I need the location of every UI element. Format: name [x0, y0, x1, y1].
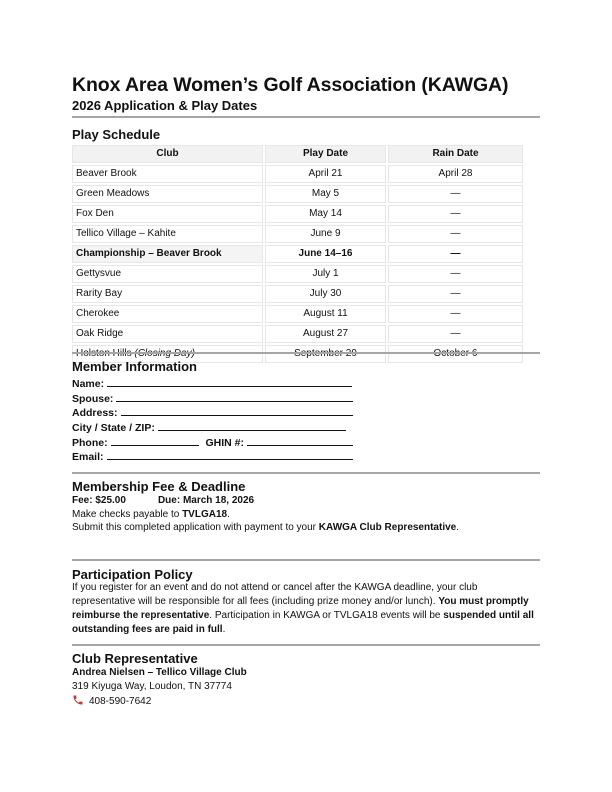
play-date-cell: April 21 [265, 165, 386, 183]
divider [72, 116, 540, 118]
rain-date-cell: — [388, 245, 523, 263]
email-label: Email: [72, 451, 104, 463]
rain-date-cell: — [388, 305, 523, 323]
form-row-email [72, 448, 353, 464]
rain-date-cell: — [388, 225, 523, 243]
table-header-row [72, 145, 523, 163]
due-date: Due: March 18, 2026 [157, 495, 255, 506]
club-cell: Cherokee [72, 305, 263, 323]
policy-text: If you register for an event and do not attend or cancel after the KAWGA deadline, your club representative will be responsible for all fees (including prize money and/or lunch). You must promptly reimburse the representative. Participation in KAWGA or TVLGA18 events will be suspended until all outstanding fees are paid in full. [72, 582, 534, 635]
form-row-name [72, 375, 352, 391]
fee-due-line [72, 494, 254, 508]
ghin-field[interactable] [247, 434, 353, 446]
play-date-cell [265, 345, 386, 363]
club-cell: Green Meadows [72, 185, 263, 203]
spouse-field[interactable] [116, 390, 353, 402]
club-cell: Beaver Brook [72, 165, 263, 183]
table-row [72, 165, 523, 183]
address-label: Address: [72, 407, 118, 419]
table-row-championship [72, 245, 523, 263]
rain-date-cell: — [388, 205, 523, 223]
rain-date-cell: — [388, 265, 523, 283]
club-cell: Tellico Village – Kahite [72, 225, 263, 243]
form-row-city-state-zip [72, 419, 346, 435]
club-cell: Fox Den [72, 205, 263, 223]
table-row [72, 325, 523, 343]
rain-date-cell: April 28 [388, 165, 523, 183]
divider [72, 352, 540, 354]
representative-name: Andrea Nielsen – Tellico Village Club [72, 667, 247, 678]
divider [72, 559, 540, 561]
play-schedule-table [70, 143, 525, 365]
divider [72, 472, 540, 474]
club-cell: Rarity Bay [72, 285, 263, 303]
table-row [72, 205, 523, 223]
city-state-zip-label: City / State / ZIP: [72, 422, 155, 434]
fee-amount: Fee: $25.00 [72, 495, 126, 506]
email-field[interactable] [107, 448, 353, 460]
table-row [72, 265, 523, 283]
club-cell: Gettysvue [72, 265, 263, 283]
play-date-cell: May 5 [265, 185, 386, 203]
representative-phone[interactable]: 408-590-7642 [89, 696, 152, 707]
section-heading-club-representative: Club Representative [72, 651, 198, 666]
rain-date-cell: — [388, 325, 523, 343]
section-heading-membership-fee: Membership Fee & Deadline [72, 479, 246, 494]
section-heading-play-schedule: Play Schedule [72, 127, 161, 142]
spouse-label: Spouse: [72, 393, 114, 405]
table-row [72, 305, 523, 323]
address-field[interactable] [121, 404, 353, 416]
phone-field[interactable] [111, 434, 199, 446]
play-date-cell: May 14 [265, 205, 386, 223]
section-heading-member-information: Member Information [72, 359, 197, 374]
check-payee: TVLGA18 [182, 509, 228, 520]
club-cell: Championship – Beaver Brook [72, 245, 263, 263]
play-date-cell: June 14–16 [265, 245, 386, 263]
play-date-cell: August 11 [265, 305, 386, 323]
submit-instructions-line: Submit this completed application with payment to your KAWGA Club Representative. [72, 522, 460, 533]
section-heading-participation-policy: Participation Policy [72, 567, 193, 582]
play-date-cell: June 9 [265, 225, 386, 243]
table-row [72, 225, 523, 243]
name-field[interactable] [107, 375, 352, 387]
column-header-club: Club [72, 145, 263, 163]
page-title: Knox Area Women’s Golf Association (KAWGA) [72, 74, 509, 96]
rain-date-cell: — [388, 285, 523, 303]
representative-address: 319 Kiyuga Way, Loudon, TN 37774 [72, 681, 232, 692]
city-state-zip-field[interactable] [158, 419, 346, 431]
page-subtitle: 2026 Application & Play Dates [72, 98, 258, 113]
form-row-address [72, 404, 353, 420]
table-row [72, 185, 523, 203]
rain-date-cell: — [388, 185, 523, 203]
rain-date-cell [388, 345, 523, 363]
checks-payable-line: Make checks payable to TVLGA18. [72, 509, 230, 520]
representative-phone-line [72, 694, 151, 709]
play-date-cell: August 27 [265, 325, 386, 343]
divider [72, 644, 540, 646]
column-header-play-date: Play Date [265, 145, 386, 163]
play-date-cell: July 30 [265, 285, 386, 303]
phone-label: Phone: [72, 437, 108, 449]
phone-icon [72, 694, 84, 706]
play-date-cell: July 1 [265, 265, 386, 283]
table-row [72, 285, 523, 303]
ghin-label: GHIN #: [205, 437, 245, 449]
column-header-rain-date: Rain Date [388, 145, 523, 163]
submit-recipient: KAWGA Club Representative [318, 522, 457, 533]
club-cell: Oak Ridge [72, 325, 263, 343]
name-label: Name: [72, 378, 105, 390]
